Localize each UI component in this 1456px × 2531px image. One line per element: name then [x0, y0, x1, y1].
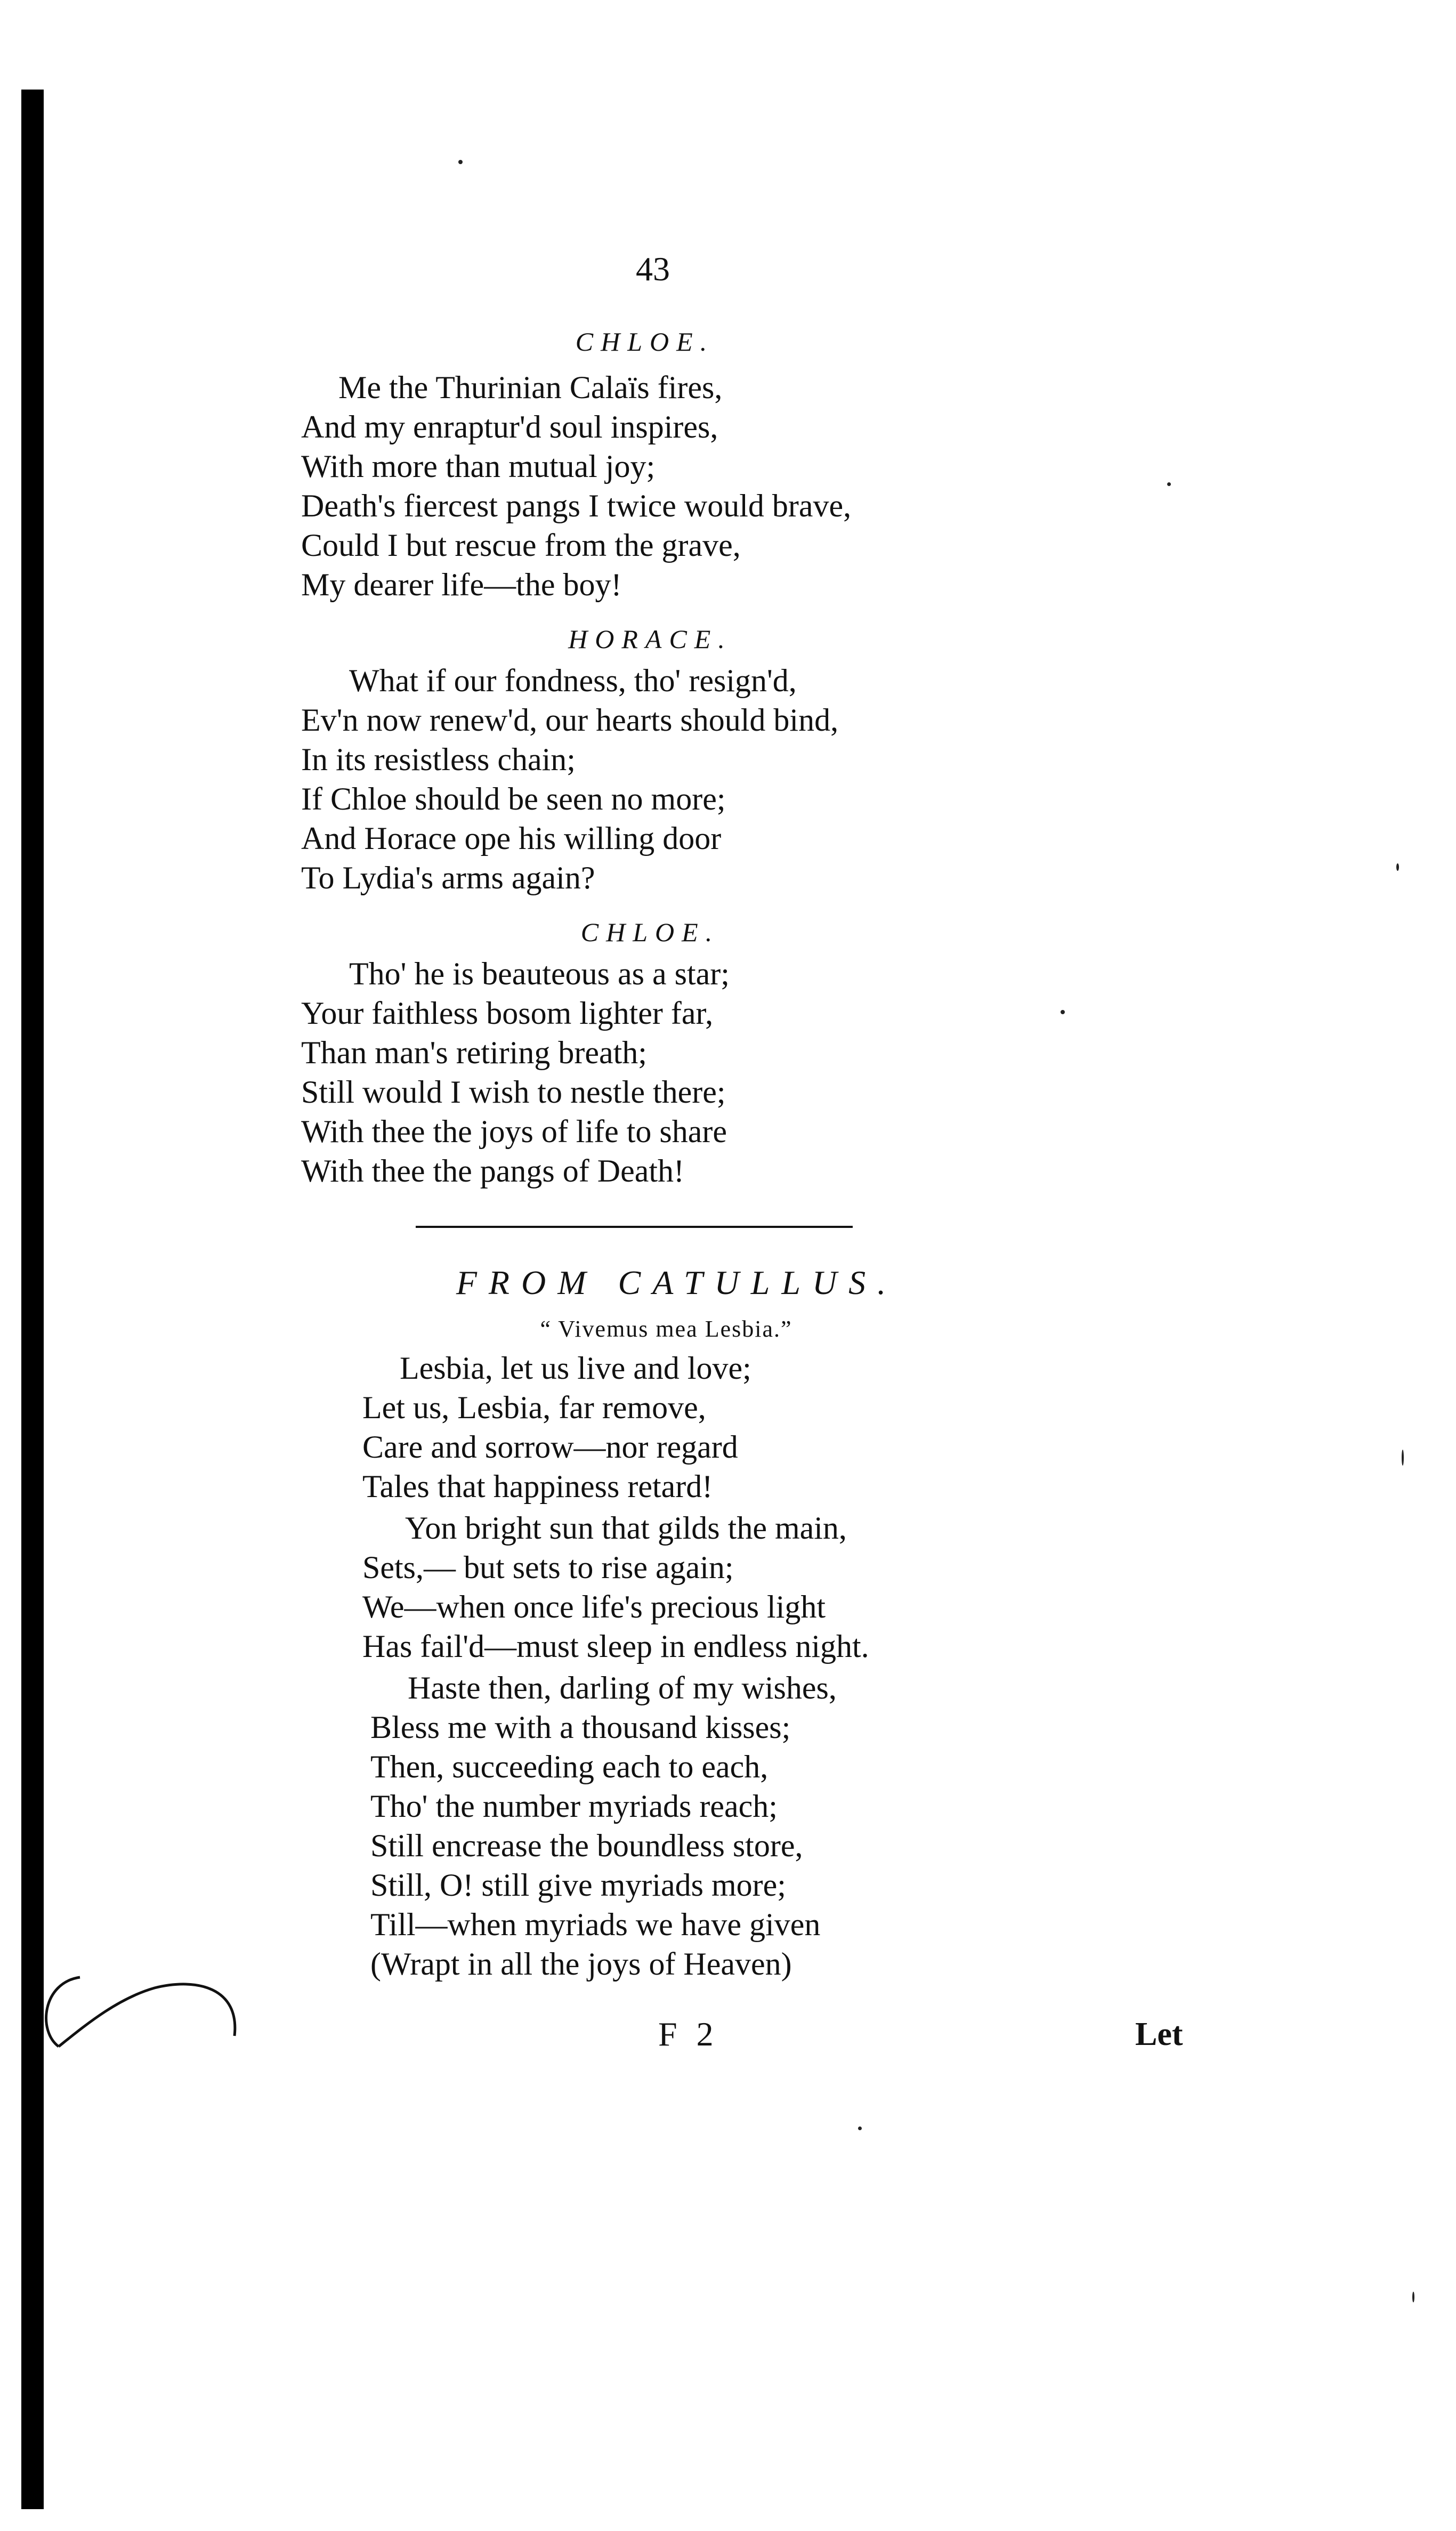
catullus-stanza-1 — [362, 1348, 751, 1506]
catchword: Let — [1135, 2016, 1183, 2052]
poem-line: Than man's retiring breath; — [301, 1035, 647, 1070]
chloe-heading-2: CHLOE. — [580, 917, 720, 947]
paper-speck — [1402, 1450, 1404, 1466]
poem-line: To Lydia's arms again? — [301, 860, 595, 895]
poem-line: Me the Thurinian Calaïs fires, — [338, 370, 723, 405]
poem-line: And Horace ope his willing door — [301, 821, 722, 856]
paper-speck — [1167, 482, 1171, 486]
chloe-heading-1: CHLOE. — [575, 327, 715, 357]
poem-line: Bless me with a thousand kisses; — [370, 1710, 791, 1745]
pen-scribble — [21, 1967, 245, 2052]
catullus-stanza-3 — [370, 1668, 837, 1984]
poem-line: Still would I wish to nestle there; — [301, 1074, 726, 1110]
signature-mark: F 2 — [658, 2015, 719, 2053]
chloe-stanza-1 — [301, 368, 851, 604]
horace-stanza — [301, 661, 838, 897]
poem-line: Death's fiercest pangs I twice would brave, — [301, 488, 852, 523]
poem-line: Then, succeeding each to each, — [370, 1749, 769, 1784]
section-divider — [416, 1226, 853, 1228]
poem-line: With thee the pangs of Death! — [301, 1153, 685, 1188]
catullus-title: FROM CATULLUS. — [456, 1264, 898, 1301]
poem-line: In its resistless chain; — [301, 742, 576, 777]
poem-line: Haste then, darling of my wishes, — [408, 1670, 837, 1705]
poem-line: Your faithless bosom lighter far, — [301, 996, 714, 1031]
poem-line: With thee the joys of life to share — [301, 1114, 727, 1149]
poem-line: If Chloe should be seen no more; — [301, 781, 726, 816]
poem-line: And my enraptur'd soul inspires, — [301, 409, 718, 444]
poem-line: My dearer life—the boy! — [301, 567, 622, 602]
poem-line: Still, O! still give myriads more; — [370, 1867, 786, 1903]
paper-speck — [458, 160, 463, 164]
poem-line: (Wrapt in all the joys of Heaven) — [370, 1946, 792, 1982]
horace-heading: HORACE. — [568, 624, 732, 654]
paper-speck — [858, 2126, 862, 2130]
poem-line: Still encrease the boundless store, — [370, 1828, 803, 1863]
page-number: 43 — [636, 250, 670, 288]
poem-line: Ev'n now renew'd, our hearts should bind, — [301, 702, 839, 738]
poem-line: Till—when myriads we have given — [370, 1907, 821, 1942]
paper-speck — [1412, 2292, 1414, 2302]
poem-line: Tho' the number myriads reach; — [370, 1789, 778, 1824]
poem-line: Could I but rescue from the grave, — [301, 528, 741, 563]
poem-line: Let us, Lesbia, far remove, — [362, 1390, 706, 1425]
poem-line: What if our fondness, tho' resign'd, — [349, 663, 797, 698]
binding-shadow — [21, 90, 44, 2509]
poem-line: Yon bright sun that gilds the main, — [405, 1510, 847, 1546]
poem-line: Has fail'd—must sleep in endless night. — [362, 1629, 869, 1664]
catullus-stanza-2 — [362, 1508, 869, 1666]
poem-line: We—when once life's precious light — [362, 1589, 826, 1624]
poem-line: Care and sorrow—nor regard — [362, 1429, 738, 1465]
paper-speck — [1396, 863, 1399, 871]
poem-line: Lesbia, let us live and love; — [400, 1351, 751, 1386]
catullus-epigraph: “ Vivemus mea Lesbia.” — [540, 1316, 792, 1342]
poem-line: Tho' he is beauteous as a star; — [349, 956, 730, 991]
chloe-stanza-2 — [301, 954, 730, 1191]
poem-line: With more than mutual joy; — [301, 449, 656, 484]
paper-speck — [1061, 1010, 1065, 1014]
poem-line: Sets,— but sets to rise again; — [362, 1550, 734, 1585]
poem-line: Tales that happiness retard! — [362, 1469, 713, 1504]
